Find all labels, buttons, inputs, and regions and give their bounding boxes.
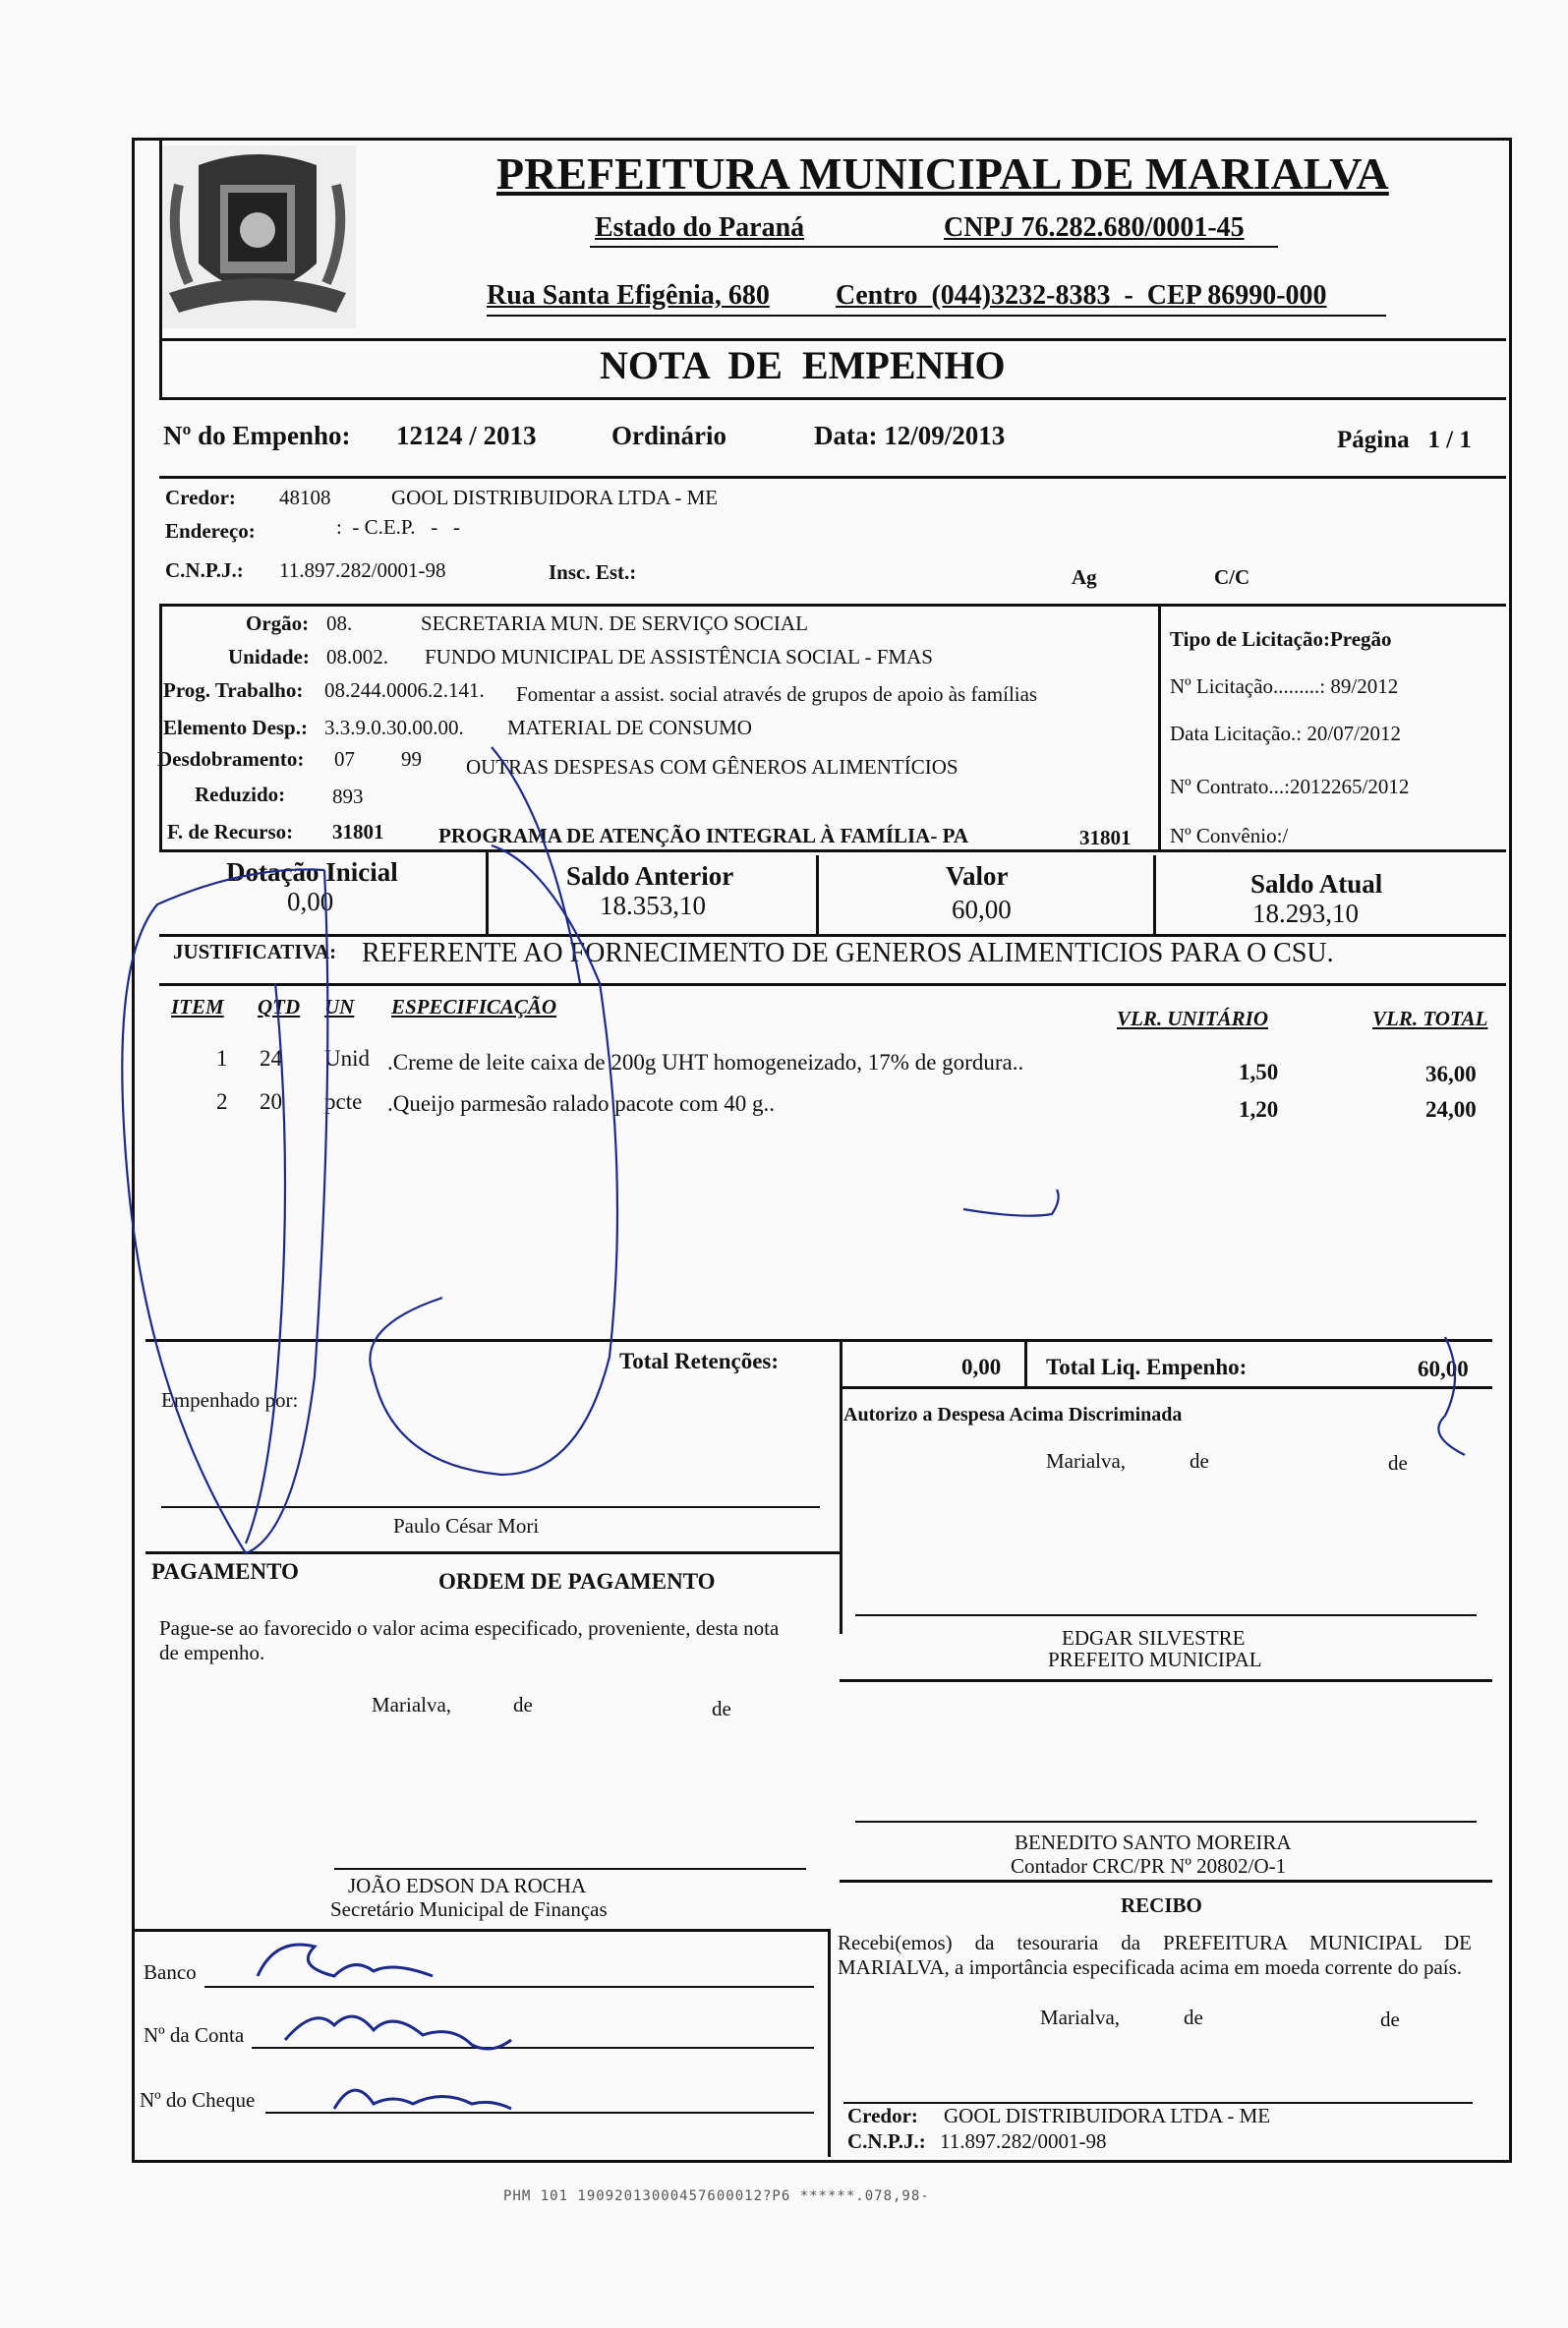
recibo-cnpj: 11.897.282/0001-98 xyxy=(940,2129,1107,2153)
item-total-price: 36,00 xyxy=(1425,1062,1477,1086)
page-number: Página 1 / 1 xyxy=(1337,427,1472,453)
autorizo-de-1: de xyxy=(1190,1449,1209,1473)
numero-convenio: Nº Convênio:/ xyxy=(1170,824,1289,847)
col-valor-total: VLR. TOTAL xyxy=(1372,1007,1488,1030)
prefeitura-title: PREFEITURA MUNICIPAL DE MARIALVA xyxy=(496,148,1389,199)
desdobramento-code: 07 xyxy=(334,747,355,771)
item-unit-price: 1,20 xyxy=(1239,1097,1279,1122)
empenho-number-label: Nº do Empenho: xyxy=(163,421,351,450)
item-quantity: 20 xyxy=(260,1089,282,1114)
fonte-recurso-code-2: 31801 xyxy=(1079,826,1132,849)
recibo-city: Marialva, xyxy=(1040,2006,1121,2029)
elemento-name: MATERIAL DE CONSUMO xyxy=(507,716,752,739)
doc-title: NOTA DE EMPENHO xyxy=(600,343,1006,387)
data-licitacao: Data Licitação.: 20/07/2012 xyxy=(1170,722,1402,745)
col-un: UN xyxy=(324,995,355,1018)
item-unit: Unid xyxy=(324,1046,370,1071)
footer-code: PHM 101 19092013000457600012?P6 ******.078,98- xyxy=(503,2188,930,2204)
prefeito-role: PREFEITO MUNICIPAL xyxy=(1048,1648,1262,1671)
insc-label: Insc. Est.: xyxy=(549,560,637,584)
credor-label: Credor: xyxy=(165,486,236,509)
tipo-licitacao: Tipo de Licitação:Pregão xyxy=(1170,627,1392,651)
prefeitura-address: Rua Santa Efigênia, 680 xyxy=(487,280,770,311)
recibo-cnpj-label: C.N.P.J.: xyxy=(847,2129,926,2153)
recibo-credor-label: Credor: xyxy=(847,2104,918,2127)
pagamento-de-1: de xyxy=(513,1693,533,1717)
cheque-label: Nº do Cheque xyxy=(140,2088,256,2112)
orgao-label: Orgão: xyxy=(246,611,310,635)
unidade-name: FUNDO MUNICIPAL DE ASSISTÊNCIA SOCIAL - FMAS xyxy=(425,645,933,669)
prog-label: Prog. Trabalho: xyxy=(163,678,304,702)
cc-label: C/C xyxy=(1214,565,1250,589)
credor-address: : - C.E.P. - - xyxy=(336,515,460,539)
ag-label: Ag xyxy=(1072,565,1097,589)
secretario-name: JOÃO EDSON DA ROCHA xyxy=(348,1874,587,1897)
prefeitura-contact: Centro (044)3232-8383 - CEP 86990-000 xyxy=(836,280,1327,311)
pagamento-text: Pague-se ao favorecido o valor acima especificado, proveniente, desta nota de empenho. xyxy=(159,1616,780,1665)
cnpj-label: C.N.P.J.: xyxy=(165,558,244,582)
ordem-pagamento-label: ORDEM DE PAGAMENTO xyxy=(438,1569,716,1594)
total-retencoes-label: Total Retenções: xyxy=(619,1349,780,1373)
col-valor-unitario: VLR. UNITÁRIO xyxy=(1117,1007,1269,1030)
empenho-type: Ordinário xyxy=(611,421,727,450)
reduzido-label: Reduzido: xyxy=(195,783,286,806)
col-especificacao: ESPECIFICAÇÃO xyxy=(391,995,557,1018)
recibo-de-1: de xyxy=(1184,2006,1203,2029)
desdobramento-name: OUTRAS DESPESAS COM GÊNEROS ALIMENTÍCIOS xyxy=(466,755,958,779)
item-unit: pcte xyxy=(324,1089,363,1114)
pagamento-de-2: de xyxy=(712,1697,731,1720)
recibo-credor-name: GOOL DISTRIBUIDORA LTDA - ME xyxy=(944,2104,1271,2127)
prog-code: 08.244.0006.2.141. xyxy=(324,678,485,702)
fonte-recurso-name: PROGRAMA DE ATENÇÃO INTEGRAL À FAMÍLIA- PA xyxy=(438,824,969,847)
saldo-atual-value: 18.293,10 xyxy=(1252,899,1359,928)
total-liquido-value: 60,00 xyxy=(1418,1357,1469,1381)
elemento-label: Elemento Desp.: xyxy=(163,716,308,739)
unidade-label: Unidade: xyxy=(228,645,310,669)
empenhado-name: Paulo César Mori xyxy=(393,1514,540,1538)
item-number: 2 xyxy=(216,1089,228,1114)
item-description: .Queijo parmesão ralado pacote com 40 g.. xyxy=(387,1091,776,1116)
banco-label: Banco xyxy=(144,1960,197,1984)
empenho-date: Data: 12/09/2013 xyxy=(814,421,1006,450)
recibo-text: Recebi(emos) da tesouraria da PREFEITURA MUNICIPAL DE MARIALVA, a importância especificada acima em moeda corrente do país. xyxy=(838,1931,1472,1980)
reduzido-value: 893 xyxy=(332,785,364,808)
numero-licitacao: Nº Licitação.........: 89/2012 xyxy=(1170,674,1399,698)
saldo-anterior-value: 18.353,10 xyxy=(600,891,706,920)
recibo-de-2: de xyxy=(1380,2008,1400,2031)
item-description: .Creme de leite caixa de 200g UHT homogeneizado, 17% de gordura.. xyxy=(387,1050,1024,1075)
orgao-code: 08. xyxy=(326,611,353,635)
item-number: 1 xyxy=(216,1046,228,1071)
total-liquido-label: Total Liq. Empenho: xyxy=(1046,1355,1248,1379)
contador-role: Contador CRC/PR Nº 20802/O-1 xyxy=(1011,1854,1287,1878)
secretario-role: Secretário Municipal de Finanças xyxy=(330,1897,608,1921)
numero-contrato: Nº Contrato...:2012265/2012 xyxy=(1170,775,1410,798)
address-label: Endereço: xyxy=(165,519,256,543)
total-retencoes-value: 0,00 xyxy=(961,1355,1002,1379)
fonte-recurso-code: 31801 xyxy=(332,820,384,844)
pagamento-label: PAGAMENTO xyxy=(151,1559,299,1584)
autorizo-label: Autorizo a Despesa Acima Discriminada xyxy=(843,1404,1183,1426)
fonte-recurso-label: F. de Recurso: xyxy=(167,820,294,844)
item-total-price: 24,00 xyxy=(1425,1097,1477,1122)
desdobramento-label: Desdobramento: xyxy=(157,747,305,771)
orgao-name: SECRETARIA MUN. DE SERVIÇO SOCIAL xyxy=(421,611,808,635)
valor-label: Valor xyxy=(946,861,1009,891)
autorizo-city: Marialva, xyxy=(1046,1449,1127,1473)
empenho-number: 12124 / 2013 xyxy=(396,421,537,450)
credor-code: 48108 xyxy=(279,486,331,509)
credor-name: GOOL DISTRIBUIDORA LTDA - ME xyxy=(391,486,719,509)
dotacao-inicial-label: Dotação Inicial xyxy=(226,857,398,887)
col-qtd: QTD xyxy=(258,995,301,1018)
pagamento-city: Marialva, xyxy=(372,1693,452,1717)
credor-cnpj: 11.897.282/0001-98 xyxy=(279,558,446,582)
item-quantity: 24 xyxy=(260,1046,282,1071)
item-unit-price: 1,50 xyxy=(1239,1060,1279,1084)
dotacao-inicial-value: 0,00 xyxy=(287,887,334,916)
empenhado-label: Empenhado por: xyxy=(161,1388,299,1412)
contador-name: BENEDITO SANTO MOREIRA xyxy=(1015,1831,1292,1854)
unidade-code: 08.002. xyxy=(326,645,388,669)
valor-value: 60,00 xyxy=(952,895,1012,924)
saldo-atual-label: Saldo Atual xyxy=(1250,869,1383,899)
recibo-label: RECIBO xyxy=(1121,1893,1202,1917)
desdobramento-code-2: 99 xyxy=(401,747,422,771)
col-item: ITEM xyxy=(171,995,224,1018)
prefeito-name: EDGAR SILVESTRE xyxy=(1062,1626,1246,1650)
autorizo-de-2: de xyxy=(1388,1451,1408,1475)
justificativa-label: JUSTIFICATIVA: xyxy=(173,940,337,963)
elemento-code: 3.3.9.0.30.00.00. xyxy=(324,716,464,739)
justificativa-text: REFERENTE AO FORNECIMENTO DE GENEROS ALIMENTICIOS PARA O CSU. xyxy=(362,938,1334,968)
saldo-anterior-label: Saldo Anterior xyxy=(566,861,734,891)
conta-label: Nº da Conta xyxy=(144,2023,245,2047)
prog-name: Fomentar a assist. social através de grupos de apoio às famílias xyxy=(516,682,1038,706)
prefeitura-cnpj: CNPJ 76.282.680/0001-45 xyxy=(944,212,1245,243)
state-name: Estado do Paraná xyxy=(595,212,805,243)
